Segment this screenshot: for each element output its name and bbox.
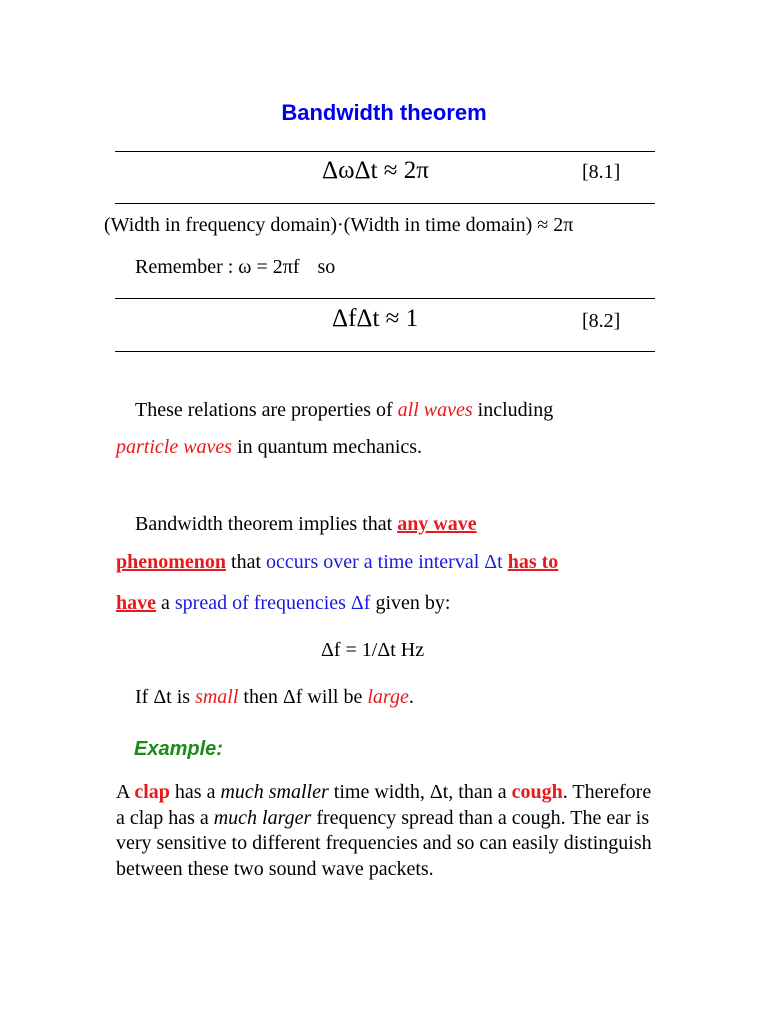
relations-text-3: in quantum mechanics. [232, 436, 423, 458]
small-large-text-2: then Δf will be [238, 686, 368, 708]
cough-emphasis: cough [511, 781, 563, 803]
small-emphasis: small [195, 686, 239, 708]
phenomenon-emphasis: phenomenon [116, 551, 227, 573]
example-text-time-width: time width, Δt, than a [328, 781, 512, 803]
rule-bottom-eq2 [115, 351, 655, 352]
remember-line [135, 256, 335, 279]
implies-text-1: Bandwidth theorem implies that [135, 513, 398, 535]
implies-line-1 [135, 513, 477, 536]
equation-8-2: ΔfΔt ≈ 1 [332, 305, 419, 332]
relations-text-2: including [472, 399, 554, 421]
large-emphasis: large [367, 686, 409, 708]
spread-emphasis: spread of frequencies Δf [174, 592, 371, 614]
example-heading: Example: [134, 738, 223, 760]
occurs-emphasis: occurs over a time interval Δt [266, 551, 503, 573]
example-text-therefore: Therefore a clap has a [116, 781, 652, 829]
equation-8-1: ΔωΔt ≈ 2π [322, 157, 429, 184]
rule-top-eq1 [115, 151, 655, 152]
equation-number-8-1: [8.1] [582, 161, 621, 183]
relations-line-1 [135, 399, 553, 422]
equation-number-8-2: [8.2] [582, 310, 621, 332]
much-smaller-emphasis: much smaller [220, 781, 329, 803]
implies-given-by: given by: [370, 592, 451, 614]
small-large-line [135, 686, 414, 709]
has-to-emphasis: has to [507, 551, 559, 573]
example-text-has-a: has a [169, 781, 221, 803]
implies-line-2 [116, 551, 558, 574]
implies-that: that [226, 551, 267, 573]
have-emphasis: have [116, 592, 156, 614]
implies-line-3 [116, 592, 450, 615]
example-text-rest: frequency spread than a cough. The ear is very sensitive to different frequencies and so can easily distinguish between these two sound wave packets. [116, 806, 652, 880]
all-waves-emphasis: all waves [397, 399, 473, 421]
remember-so: so [317, 256, 336, 278]
implies-a: a [156, 592, 175, 614]
remember-label: Remember : ω = 2πf [135, 256, 300, 278]
any-wave-emphasis: any wave [397, 513, 477, 535]
relations-text-1: These relations are properties of [135, 399, 398, 421]
width-relation-text: (Width in frequency domain)·(Width in time domain) ≈ 2π [104, 214, 574, 236]
formula-delta-f: Δf = 1/Δt Hz [321, 639, 425, 661]
example-text-a: A [116, 781, 135, 803]
small-large-text-1: If Δt is [135, 686, 196, 708]
much-larger-emphasis: much larger [213, 806, 312, 829]
particle-waves-emphasis: particle waves [116, 436, 233, 458]
rule-top-eq2 [115, 298, 655, 299]
small-large-text-3: . [408, 686, 414, 708]
rule-bottom-eq1 [115, 203, 655, 204]
example-text-period: . [562, 781, 568, 803]
page-title: Bandwidth theorem [281, 100, 487, 125]
relations-line-2 [116, 436, 422, 459]
example-paragraph [116, 780, 661, 882]
clap-emphasis: clap [134, 781, 170, 803]
